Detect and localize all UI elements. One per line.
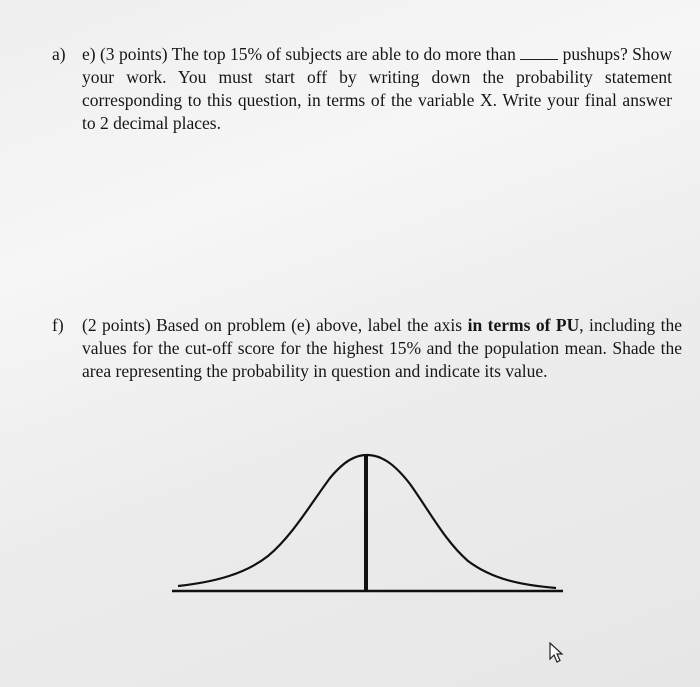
question-e-rest: pushups? Show your work. You must start off by writing down the probability statement corresponding to this question, in terms of the variable X. Write your final answer to 2 decimal places. bbox=[82, 44, 673, 133]
question-f-intro: (2 points) Based on problem (e) above, label the axis bbox=[82, 315, 463, 335]
question-e-intro: e) (3 points) The top 15% of subjects are able to do more than bbox=[82, 44, 516, 64]
question-f-rest: , including the values for the cut-off score for the highest 15% and the population mean. Shade the area representing the probability in question and indicate its value. bbox=[82, 315, 683, 381]
mouse-pointer-icon bbox=[548, 642, 566, 664]
question-f-part: f) bbox=[52, 315, 64, 335]
list-marker: a) bbox=[52, 44, 66, 64]
question-f-emphasis: in terms of PU bbox=[467, 315, 580, 335]
